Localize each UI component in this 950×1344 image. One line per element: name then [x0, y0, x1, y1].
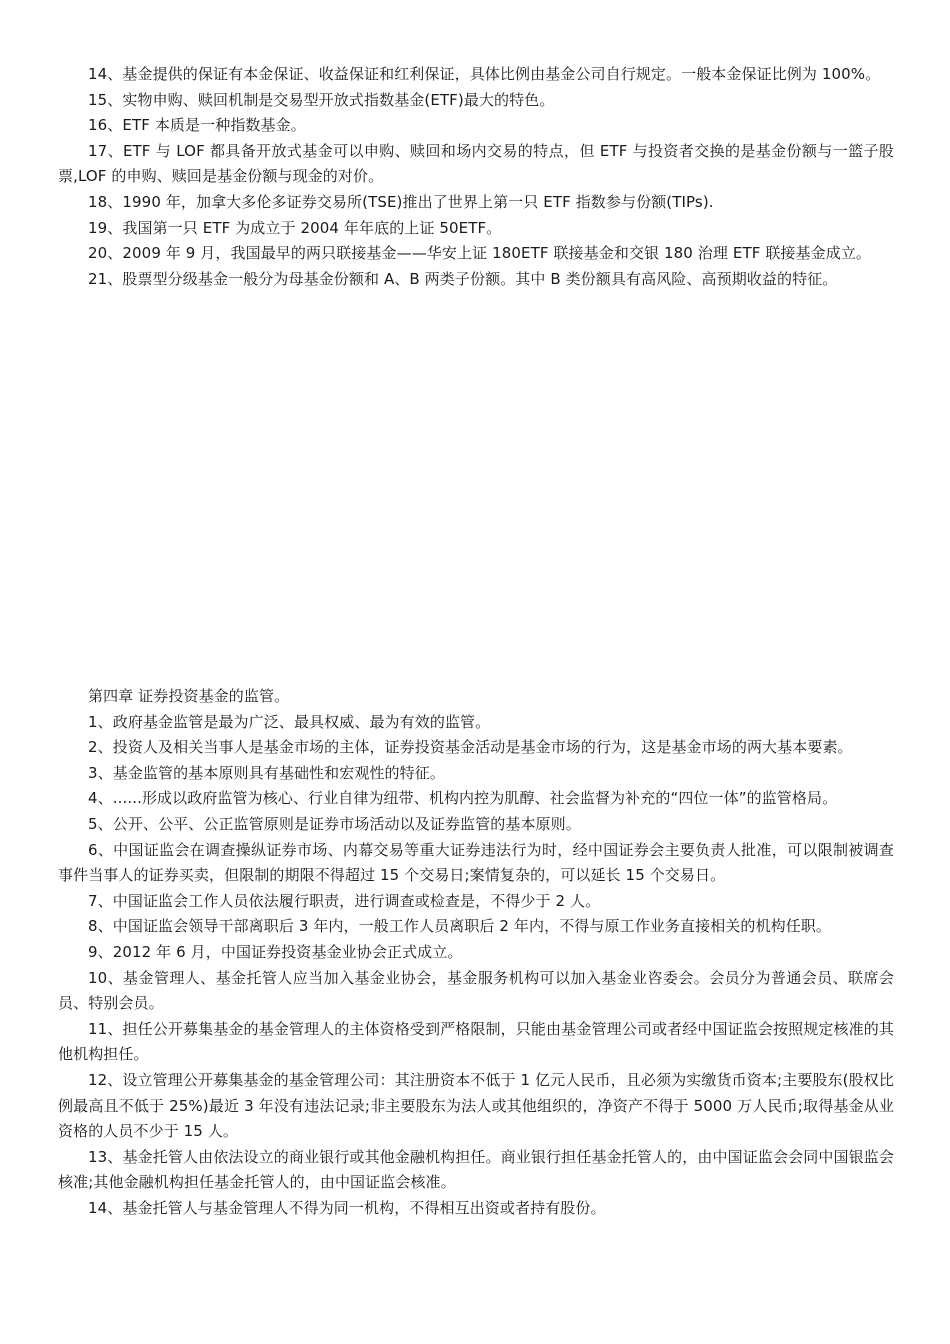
paragraph: 17、ETF 与 LOF 都具备开放式基金可以申购、赎回和场内交易的特点，但 ETF 与投资者交换的是基金份额与一篮子股票,LOF 的申购、赎回是基金份额与现金的对价。 — [58, 141, 894, 186]
paragraph: 9、2012 年 6 月，中国证券投资基金业协会正式成立。 — [88, 942, 463, 961]
paragraph: 3、基金监管的基本原则具有基础性和宏观性的特征。 — [88, 763, 445, 782]
paragraph: 19、我国第一只 ETF 为成立于 2004 年年底的上证 50ETF。 — [88, 218, 502, 237]
chapter-four-section — [58, 684, 894, 1221]
paragraph: 6、中国证监会在调查操纵证券市场、内幕交易等重大证券违法行为时，经中国证券会主要负责人批准，可以限制被调查事件当事人的证券买卖，但限制的期限不得超过 15 个交易日;案情复杂的，可以延长 15 个交易日。 — [58, 840, 894, 885]
fund-types-section — [58, 62, 894, 292]
paragraph: 16、ETF 本质是一种指数基金。 — [88, 116, 306, 135]
paragraph: 21、股票型分级基金一般分为母基金份额和 A、B 两类子份额。其中 B 类份额具有高风险、高预期收益的特征。 — [88, 269, 838, 288]
paragraph: 7、中国证监会工作人员依法履行职责，进行调查或检查是，不得少于 2 人。 — [88, 891, 601, 910]
paragraph: 5、公开、公平、公正监管原则是证券市场活动以及证券监管的基本原则。 — [88, 814, 581, 833]
paragraph: 10、基金管理人、基金托管人应当加入基金业协会，基金服务机构可以加入基金业咨委会。会员分为普通会员、联席会员、特别会员。 — [58, 968, 894, 1013]
paragraph: 12、设立管理公开募集基金的基金管理公司：其注册资本不低于 1 亿元人民币，且必须为实缴货币资本;主要股东(股权比例最高且不低于 25%)最近 3 年没有违法记录;非主要股东为法人或其他组织的，净资产不得于 5000 万人民币;取得基金从业资格的人员不少于 15 人。 — [58, 1070, 894, 1141]
paragraph: 4、......形成以政府监管为核心、行业自律为纽带、机构内控为肌醇、社会监督为补充的“四位一体”的监管格局。 — [88, 789, 838, 808]
paragraph: 11、担任公开募集基金的基金管理人的主体资格受到严格限制，只能由基金管理公司或者经中国证监会按照规定核准的其他机构担任。 — [58, 1019, 894, 1064]
paragraph: 13、基金托管人由依法设立的商业银行或其他金融机构担任。商业银行担任基金托管人的，由中国证监会会同中国银监会核准;其他金融机构担任基金托管人的，由中国证监会核准。 — [58, 1147, 894, 1192]
paragraph: 8、中国证监会领导干部离职后 3 年内，一般工作人员离职后 2 年内，不得与原工作业务直接相关的机构任职。 — [88, 917, 832, 936]
paragraph: 14、基金托管人与基金管理人不得为同一机构，不得相互出资或者持有股份。 — [88, 1198, 606, 1217]
paragraph: 20、2009 年 9 月，我国最早的两只联接基金——华安上证 180ETF 联接基金和交银 180 治理 ETF 联接基金成立。 — [88, 244, 872, 263]
paragraph: 2、投资人及相关当事人是基金市场的主体，证券投资基金活动是基金市场的行为，这是基金市场的两大基本要素。 — [88, 738, 853, 757]
chapter-heading: 第四章 证券投资基金的监管。 — [88, 687, 290, 705]
paragraph: 15、实物申购、赎回机制是交易型开放式指数基金(ETF)最大的特色。 — [88, 90, 555, 109]
paragraph: 1、政府基金监管是最为广泛、最具权威、最为有效的监管。 — [88, 712, 491, 731]
paragraph: 14、基金提供的保证有本金保证、收益保证和红利保证，具体比例由基金公司自行规定。一般本金保证比例为 100%。 — [88, 65, 881, 83]
paragraph: 18、1990 年，加拿大多伦多证券交易所(TSE)推出了世界上第一只 ETF 指数参与份额(TIPs). — [88, 192, 714, 211]
